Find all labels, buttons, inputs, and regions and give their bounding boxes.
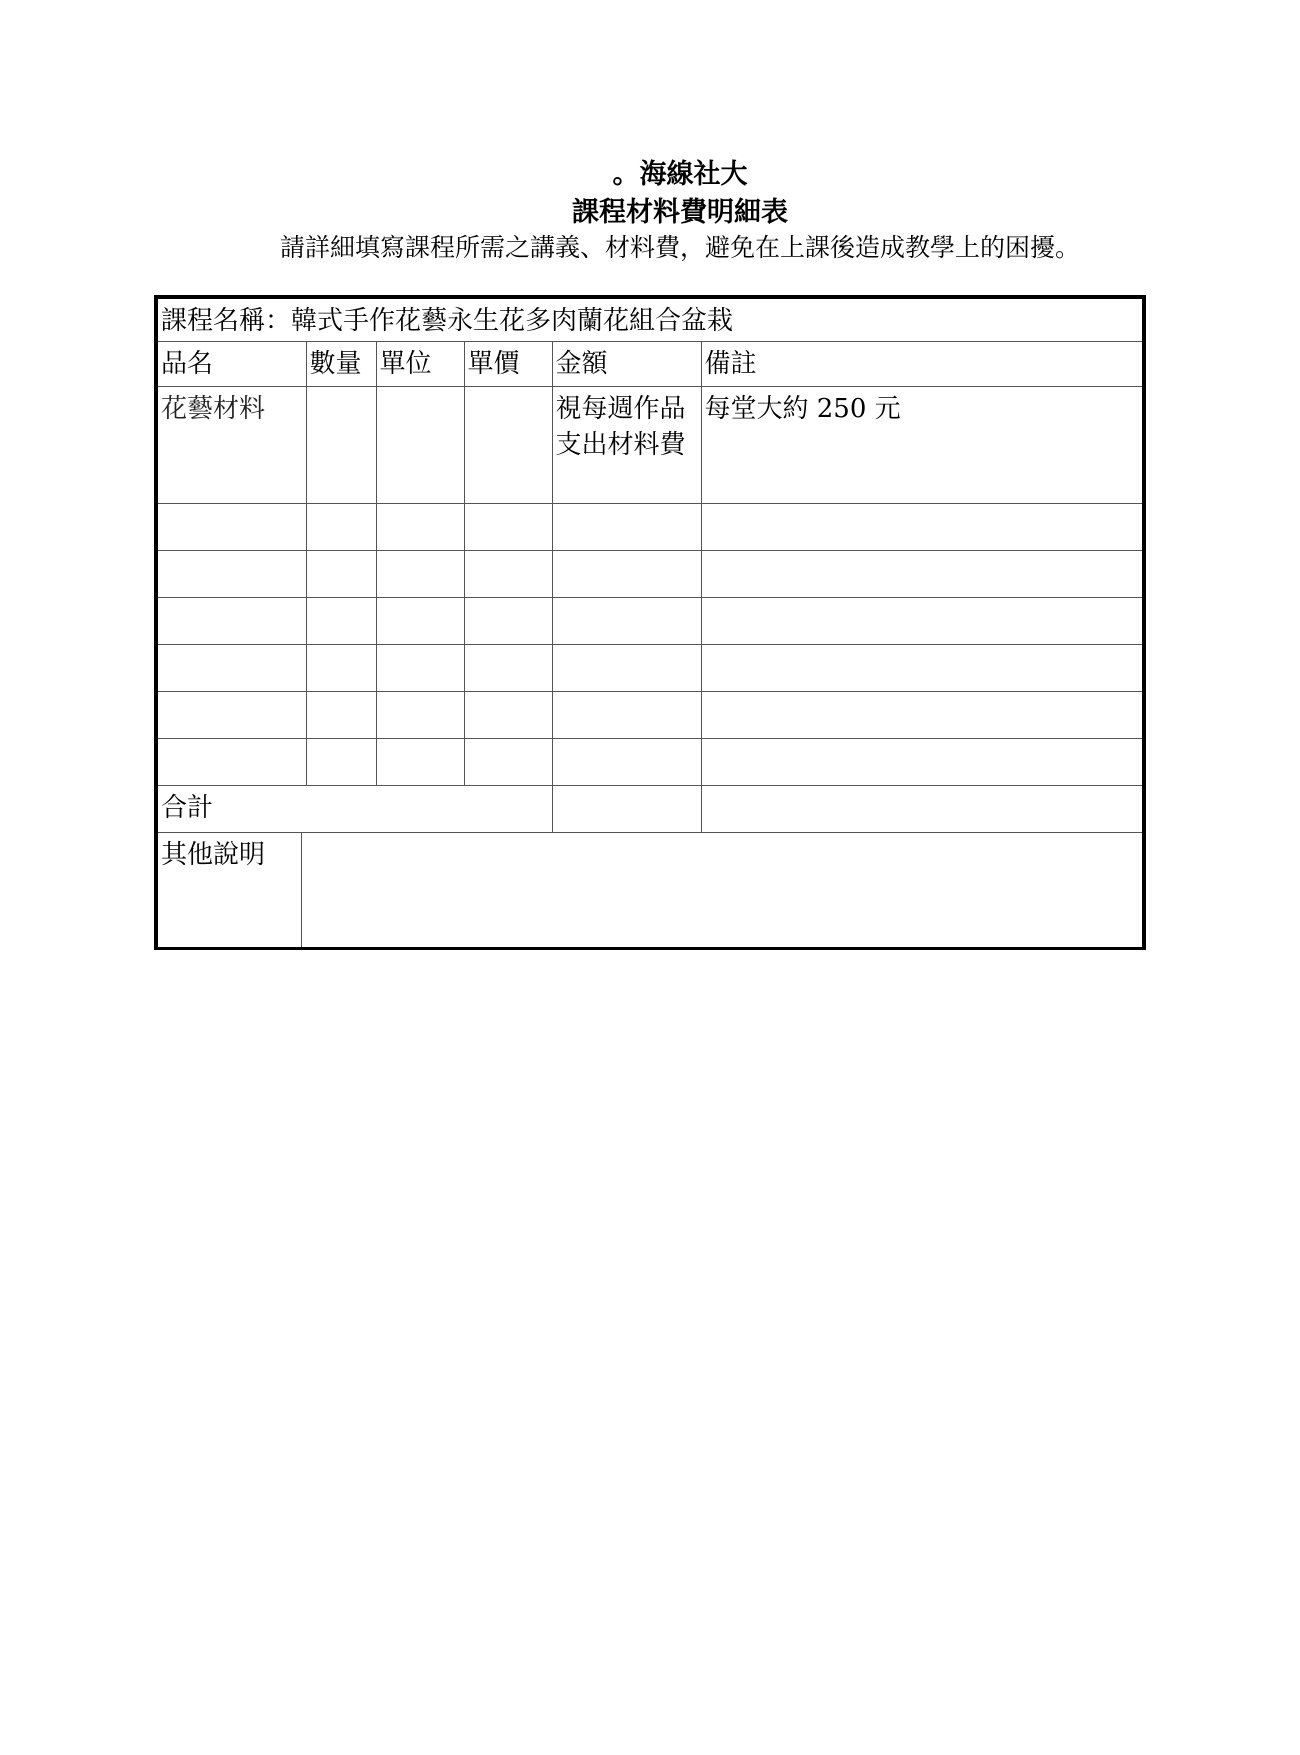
item-name-cell[interactable] (156, 739, 306, 786)
quantity-cell[interactable] (306, 645, 376, 692)
amount-cell[interactable]: 視每週作品支出材料費 (552, 387, 701, 504)
remark-cell[interactable] (701, 598, 1144, 645)
unit-cell[interactable] (376, 598, 464, 645)
total-remark-cell[interactable] (701, 786, 1144, 833)
unit-cell[interactable] (376, 692, 464, 739)
column-header-unit-price: 單價 (464, 342, 552, 387)
amount-cell[interactable] (552, 645, 701, 692)
form-instruction: 請詳細填寫課程所需之講義、材料費，避免在上課後造成教學上的困擾。 (279, 233, 1080, 262)
remark-cell[interactable]: 每堂大約 250 元 (701, 387, 1144, 504)
notes-row (156, 833, 1144, 949)
unit-price-cell[interactable] (464, 692, 552, 739)
column-header-remark: 備註 (701, 342, 1144, 387)
amount-cell[interactable] (552, 504, 701, 551)
amount-cell[interactable] (552, 598, 701, 645)
item-name-cell[interactable] (156, 692, 306, 739)
unit-cell[interactable] (376, 387, 464, 504)
unit-price-cell[interactable] (464, 551, 552, 598)
item-name-cell[interactable] (156, 504, 306, 551)
total-label: 合計 (156, 786, 552, 833)
amount-cell[interactable] (552, 551, 701, 598)
table-row (156, 551, 1144, 598)
remark-cell[interactable] (701, 551, 1144, 598)
materials-table (154, 295, 1146, 950)
item-name-cell[interactable] (156, 645, 306, 692)
unit-cell[interactable] (376, 551, 464, 598)
unit-price-cell[interactable] (464, 387, 552, 504)
unit-price-cell[interactable] (464, 645, 552, 692)
course-name: 課程名稱：韓式手作花藝永生花多肉蘭花組合盆栽 (156, 297, 1144, 342)
column-header-unit: 單位 (376, 342, 464, 387)
column-header-quantity: 數量 (306, 342, 376, 387)
unit-cell[interactable] (376, 739, 464, 786)
notes-container (156, 833, 1144, 949)
item-name-cell[interactable] (156, 551, 306, 598)
unit-price-cell[interactable] (464, 739, 552, 786)
course-name-row (156, 297, 1144, 342)
total-amount-cell[interactable] (552, 786, 701, 833)
school-name: 。海線社大 (612, 159, 748, 190)
table-row (156, 387, 1144, 504)
column-header-item-name: 品名 (156, 342, 306, 387)
quantity-cell[interactable] (306, 387, 376, 504)
total-row (156, 786, 1144, 833)
remark-cell[interactable] (701, 504, 1144, 551)
unit-price-cell[interactable] (464, 504, 552, 551)
unit-price-cell[interactable] (464, 598, 552, 645)
table-row (156, 645, 1144, 692)
quantity-cell[interactable] (306, 598, 376, 645)
item-name-cell[interactable]: 花藝材料 (156, 387, 306, 504)
table-row (156, 598, 1144, 645)
amount-cell[interactable] (552, 739, 701, 786)
unit-cell[interactable] (376, 504, 464, 551)
quantity-cell[interactable] (306, 504, 376, 551)
remark-cell[interactable] (701, 692, 1144, 739)
unit-cell[interactable] (376, 645, 464, 692)
amount-cell[interactable] (552, 692, 701, 739)
remark-cell[interactable] (701, 739, 1144, 786)
item-name-cell[interactable] (156, 598, 306, 645)
notes-field[interactable] (302, 833, 1142, 947)
quantity-cell[interactable] (306, 739, 376, 786)
column-header-amount: 金額 (552, 342, 701, 387)
remark-cell[interactable] (701, 645, 1144, 692)
quantity-cell[interactable] (306, 692, 376, 739)
quantity-cell[interactable] (306, 551, 376, 598)
table-row (156, 504, 1144, 551)
table-header-row (156, 342, 1144, 387)
form-title: 課程材料費明細表 (572, 197, 788, 228)
table-row (156, 692, 1144, 739)
table-row (156, 739, 1144, 786)
notes-label: 其他說明 (158, 833, 302, 947)
